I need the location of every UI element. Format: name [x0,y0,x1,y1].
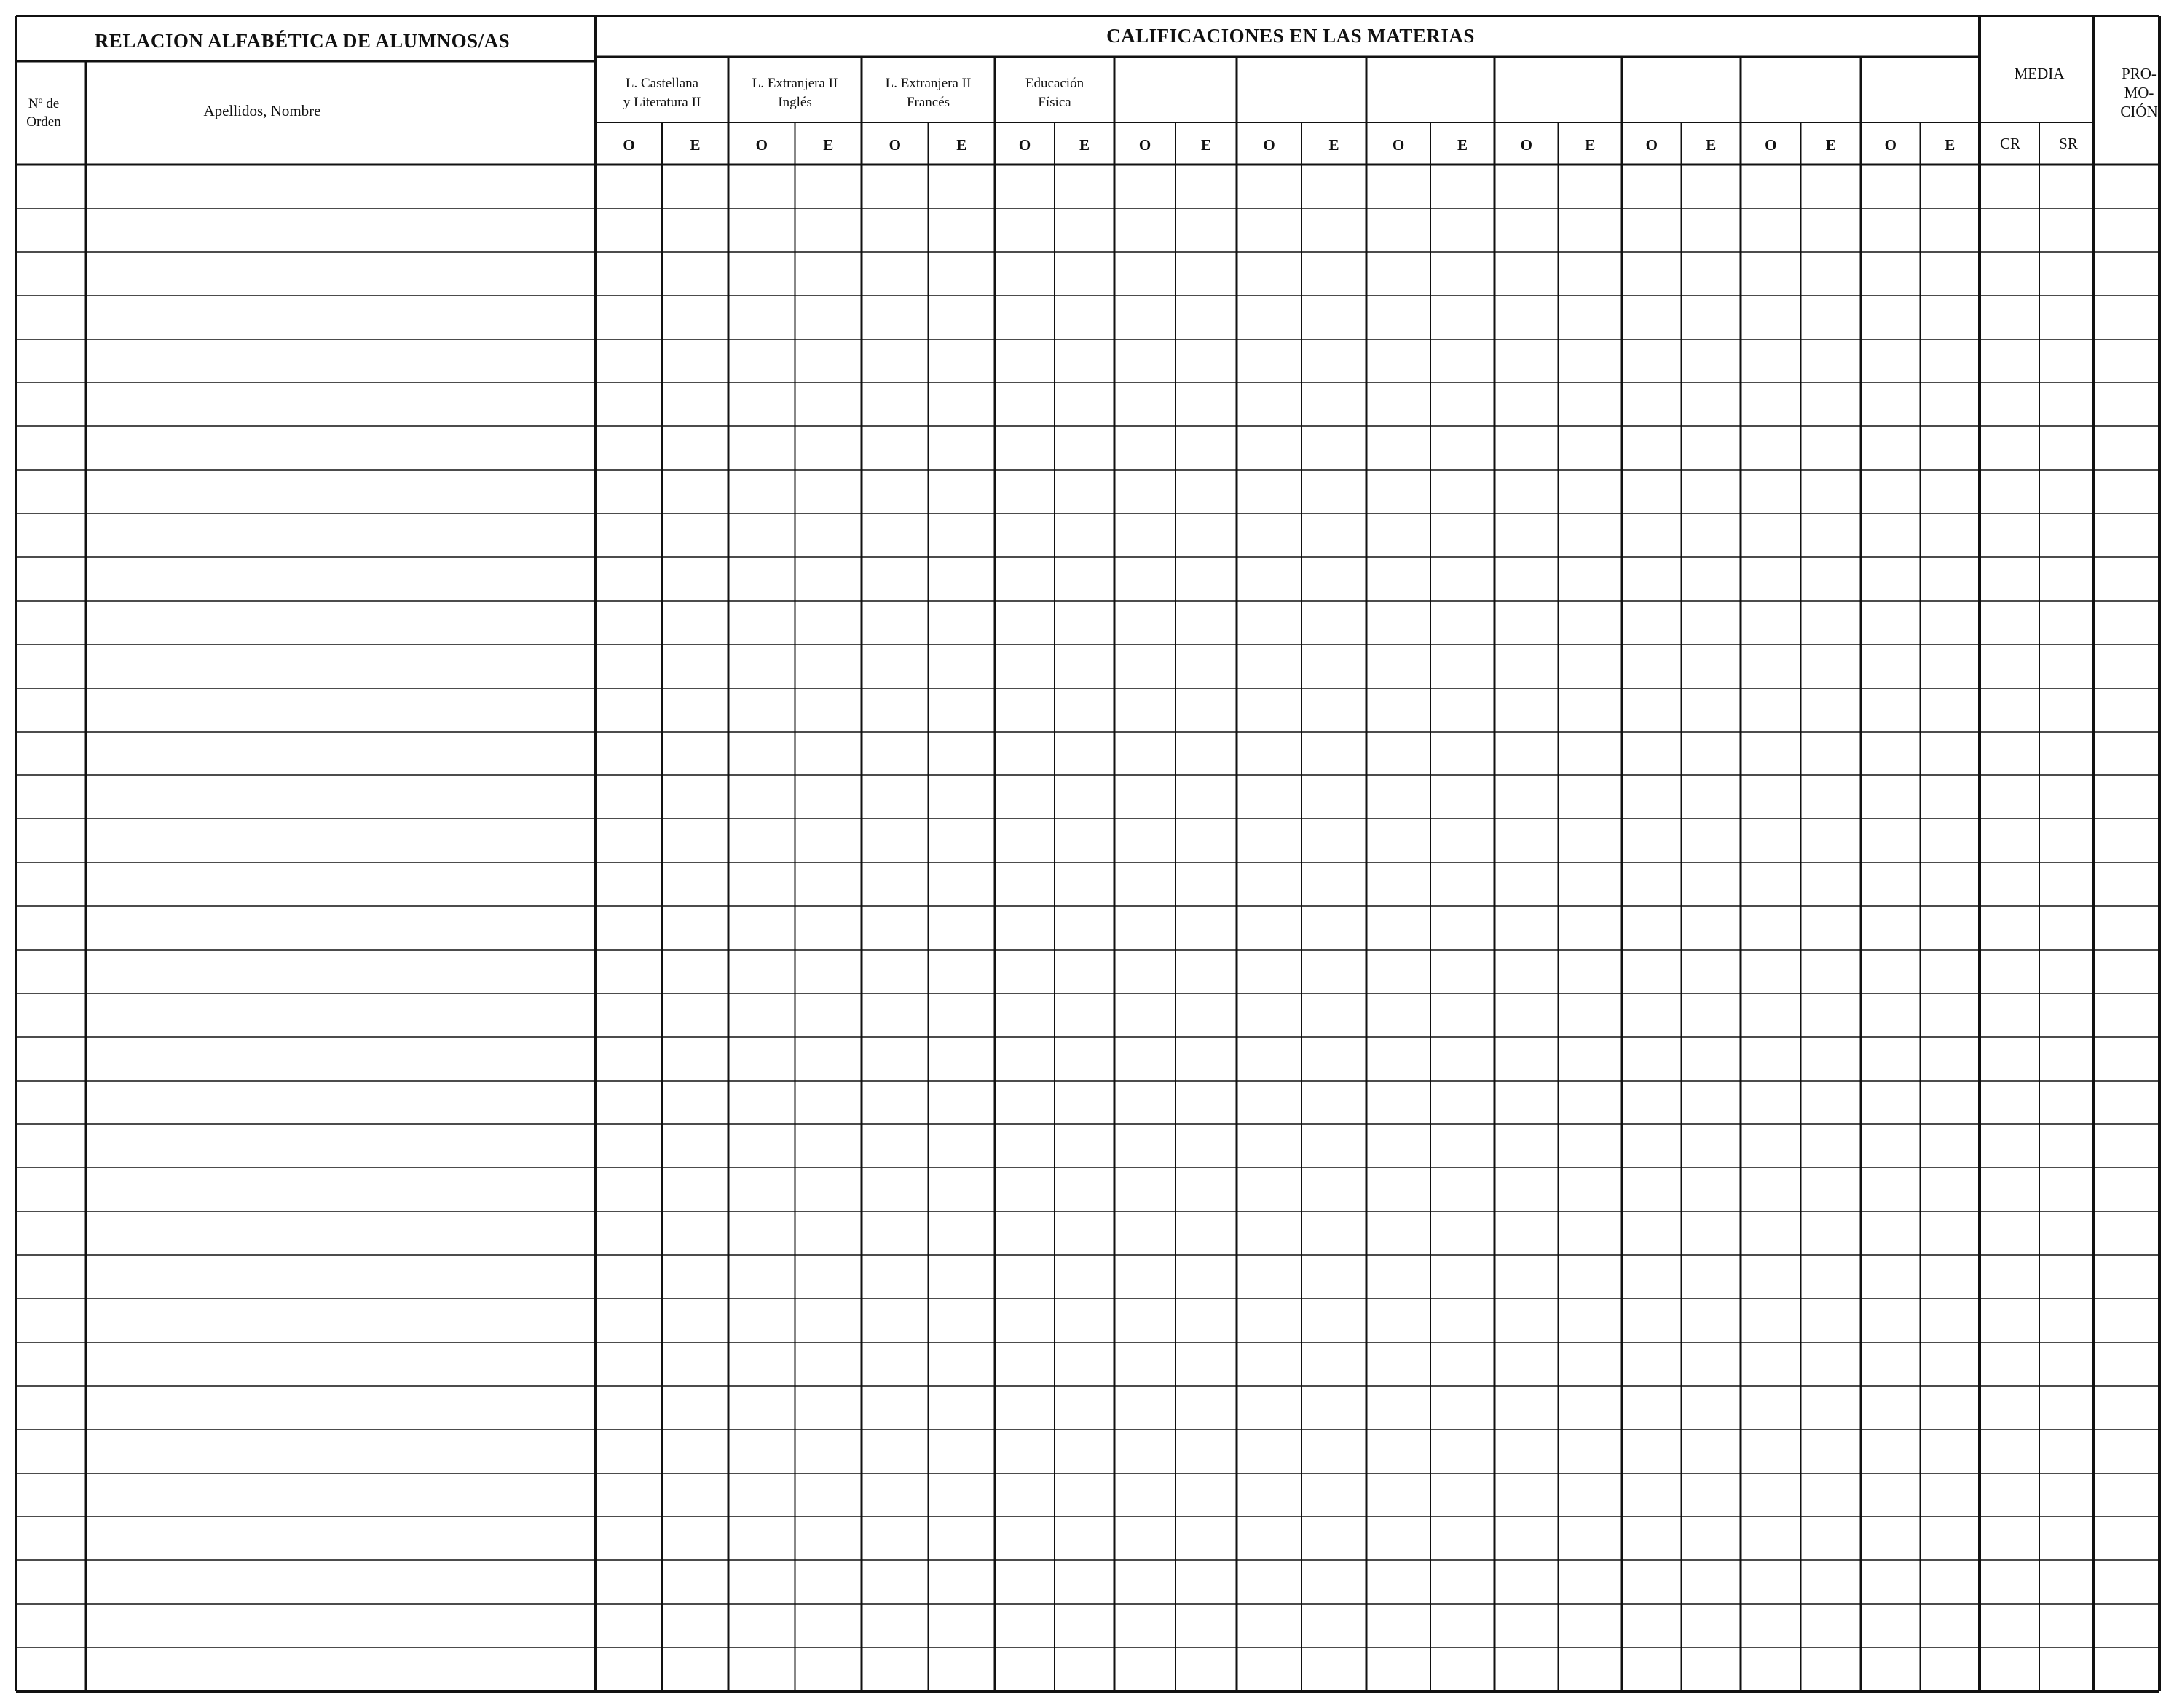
grade-type-labels [623,136,1955,154]
extraordinary-grade-label: E [1825,136,1836,154]
subject-name-label: L. Castellana [625,76,699,91]
extraordinary-grade-label: E [1457,136,1468,154]
ordinary-grade-label: O [1520,136,1532,154]
subject-name-label: L. Extranjera II [752,76,838,91]
subject-name-label: Física [1038,95,1071,110]
svg-text:CIÓN: CIÓN [2120,103,2158,120]
ordinary-grade-label: O [1765,136,1777,154]
extraordinary-grade-label: E [823,136,834,154]
ordinary-grade-label: O [889,136,901,154]
extraordinary-grade-label: E [1200,136,1212,154]
extraordinary-grade-label: E [1328,136,1339,154]
extraordinary-grade-label: E [1079,136,1090,154]
order-number-header [26,96,61,130]
subject-name-label: Inglés [778,95,812,110]
media-cr-header: CR [1999,135,2021,152]
extraordinary-grade-label: E [1706,136,1717,154]
media-header: MEDIA [2014,65,2065,82]
extraordinary-grade-label: E [690,136,701,154]
subject-headers [623,76,1084,110]
ordinary-grade-label: O [623,136,635,154]
extraordinary-grade-label: E [956,136,967,154]
subject-name-label: Francés [906,95,950,110]
subject-name-label: y Literatura II [623,95,701,110]
svg-text:Orden: Orden [26,114,61,130]
ordinary-grade-label: O [1263,136,1275,154]
ordinary-grade-label: O [1138,136,1151,154]
left-section-title: RELACION ALFABÉTICA DE ALUMNOS/AS [94,30,511,52]
media-sr-header: SR [2059,135,2078,152]
ordinary-grade-label: O [1645,136,1658,154]
right-section-title: CALIFICACIONES EN LAS MATERIAS [1106,25,1475,47]
svg-text:PRO-: PRO- [2122,65,2157,82]
table-grid [16,16,2159,1691]
ordinary-grade-label: O [1884,136,1897,154]
ordinary-grade-label: O [1392,136,1405,154]
svg-text:MO-: MO- [2124,84,2154,101]
promocion-header [2120,65,2157,120]
subject-name-label: Educación [1025,76,1084,91]
extraordinary-grade-label: E [1945,136,1956,154]
ordinary-grade-label: O [1018,136,1031,154]
name-column-header: Apellidos, Nombre [203,102,321,119]
subject-name-label: L. Extranjera II [885,76,972,91]
svg-text:Nº de: Nº de [28,96,60,111]
extraordinary-grade-label: E [1585,136,1596,154]
ordinary-grade-label: O [755,136,768,154]
